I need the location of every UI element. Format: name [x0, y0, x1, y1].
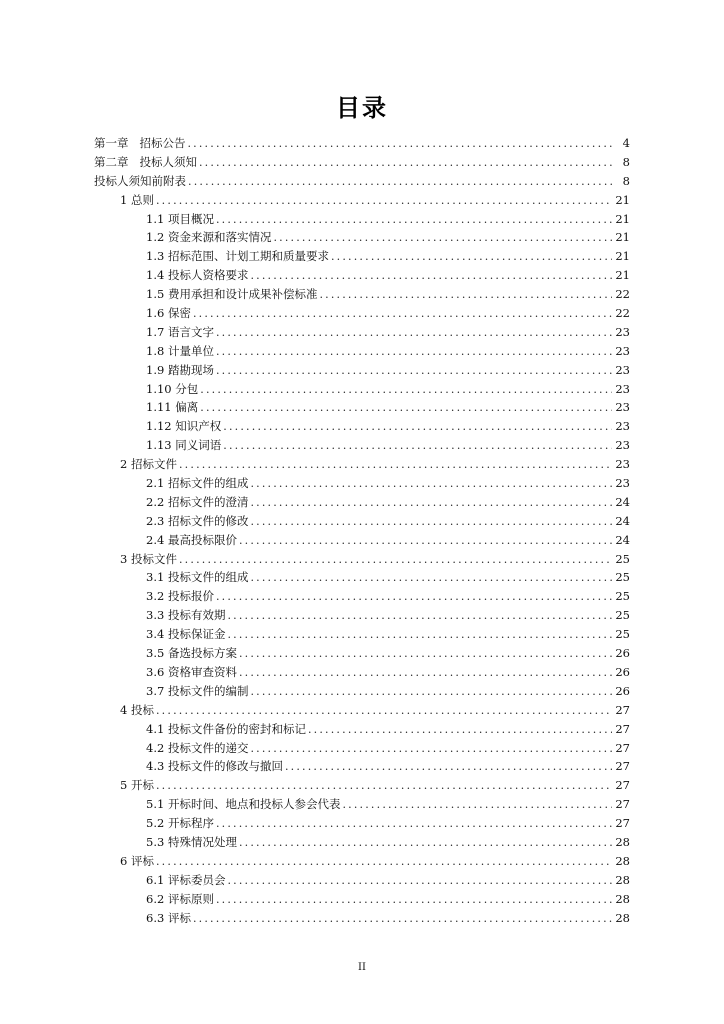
toc-dot-leader — [239, 834, 612, 853]
toc-entry-page-number: 23 — [615, 419, 630, 434]
toc-entry-page-number: 28 — [615, 834, 630, 849]
toc-entry-label: 3.1 投标文件的组成 — [146, 570, 249, 585]
toc-entry-label: 1.4 投标人资格要求 — [146, 268, 249, 283]
toc-entry-page-number: 27 — [615, 702, 630, 717]
toc-entry-label: 4 投标 — [120, 702, 154, 717]
toc-entry-label: 1.10 分包 — [146, 381, 199, 396]
toc-entry-page-number: 8 — [622, 173, 630, 188]
toc-entry[interactable] — [94, 455, 630, 474]
toc-entry-page-number: 23 — [615, 362, 630, 377]
toc-entry-page-number: 23 — [615, 343, 630, 358]
toc-entry-label: 第二章 投标人须知 — [94, 154, 197, 169]
toc-entry-page-number: 21 — [615, 268, 630, 283]
toc-dot-leader — [250, 740, 612, 759]
toc-dot-leader — [223, 418, 612, 437]
toc-entry-page-number: 27 — [615, 740, 630, 755]
toc-dot-leader — [227, 607, 612, 626]
toc-entry-label: 1.9 踏勘现场 — [146, 362, 214, 377]
toc-entry[interactable] — [94, 663, 630, 682]
toc-entry-label: 投标人须知前附表 — [94, 173, 186, 188]
toc-entry[interactable] — [94, 228, 630, 247]
toc-entry-page-number: 27 — [615, 797, 630, 812]
toc-entry-label: 3.4 投标保证金 — [146, 627, 226, 642]
toc-dot-leader — [227, 626, 612, 645]
toc-entry[interactable] — [94, 739, 630, 758]
toc-entry-label: 3.6 资格审查资料 — [146, 664, 237, 679]
toc-dot-leader — [216, 588, 612, 607]
toc-entry-page-number: 25 — [615, 570, 630, 585]
toc-dot-leader — [285, 758, 612, 777]
toc-entry-label: 5.1 开标时间、地点和投标人参会代表 — [146, 797, 341, 812]
toc-dot-leader — [319, 286, 612, 305]
toc-entry[interactable] — [94, 153, 630, 172]
toc-entry-page-number: 23 — [615, 324, 630, 339]
toc-entry[interactable] — [94, 266, 630, 285]
toc-dot-leader — [239, 645, 612, 664]
toc-entry-page-number: 25 — [615, 608, 630, 623]
toc-entry-page-number: 26 — [615, 683, 630, 698]
toc-dot-leader — [179, 551, 612, 570]
toc-entry-label: 5.2 开标程序 — [146, 816, 214, 831]
toc-entry[interactable] — [94, 776, 630, 795]
toc-entry-label: 2 招标文件 — [120, 457, 177, 472]
toc-entry-label: 3.5 备选投标方案 — [146, 646, 237, 661]
toc-dot-leader — [227, 872, 612, 891]
toc-entry-label: 4.1 投标文件备份的密封和标记 — [146, 721, 306, 736]
toc-entry-page-number: 28 — [615, 891, 630, 906]
toc-entry-page-number: 27 — [615, 721, 630, 736]
toc-entry[interactable] — [94, 380, 630, 399]
toc-entry[interactable] — [94, 323, 630, 342]
toc-entry-label: 1.11 偏离 — [146, 400, 199, 415]
toc-entry[interactable] — [94, 644, 630, 663]
toc-entry-page-number: 21 — [615, 211, 630, 226]
toc-entry[interactable] — [94, 361, 630, 380]
toc-entry-label: 3.3 投标有效期 — [146, 608, 226, 623]
toc-dot-leader — [342, 796, 612, 815]
toc-entry-label: 3.2 投标报价 — [146, 589, 214, 604]
toc-dot-leader — [216, 211, 612, 230]
toc-entry[interactable] — [94, 247, 630, 266]
toc-dot-leader — [250, 267, 612, 286]
toc-entry-label: 1.5 费用承担和设计成果补偿标准 — [146, 287, 318, 302]
toc-dot-leader — [193, 305, 612, 324]
toc-entry-label: 1.7 语言文字 — [146, 324, 214, 339]
toc-entry-label: 2.4 最高投标限价 — [146, 532, 237, 547]
toc-entry[interactable] — [94, 285, 630, 304]
toc-dot-leader — [216, 362, 612, 381]
toc-entry[interactable] — [94, 682, 630, 701]
toc-entry-page-number: 24 — [615, 532, 630, 547]
toc-entry[interactable] — [94, 134, 630, 153]
toc-entry[interactable] — [94, 909, 630, 928]
toc-dot-leader — [216, 891, 612, 910]
toc-dot-leader — [187, 135, 612, 154]
page-title: 目录 — [336, 94, 388, 122]
toc-entry-page-number: 27 — [615, 778, 630, 793]
toc-entry-label: 4.2 投标文件的递交 — [146, 740, 249, 755]
toc-entry[interactable] — [94, 833, 630, 852]
toc-entry-label: 2.2 招标文件的澄清 — [146, 494, 249, 509]
toc-dot-leader — [239, 664, 612, 683]
toc-entry[interactable] — [94, 342, 630, 361]
toc-entry-label: 1.12 知识产权 — [146, 419, 222, 434]
toc-entry-page-number: 25 — [615, 589, 630, 604]
table-of-contents — [94, 134, 630, 927]
toc-entry-label: 1.2 资金来源和落实情况 — [146, 230, 272, 245]
toc-entry-label: 1.3 招标范围、计划工期和质量要求 — [146, 249, 329, 264]
toc-entry-page-number: 22 — [615, 287, 630, 302]
toc-entry[interactable] — [94, 531, 630, 550]
toc-dot-leader — [250, 683, 612, 702]
toc-entry-label: 第一章 招标公告 — [94, 136, 186, 150]
toc-dot-leader — [156, 853, 612, 872]
toc-entry-page-number: 27 — [615, 759, 630, 774]
toc-entry[interactable] — [94, 436, 630, 455]
toc-entry[interactable] — [94, 795, 630, 814]
toc-entry-page-number: 22 — [615, 306, 630, 321]
toc-entry[interactable] — [94, 512, 630, 531]
toc-entry-label: 4.3 投标文件的修改与撤回 — [146, 759, 283, 774]
toc-entry-page-number: 23 — [615, 381, 630, 396]
toc-entry-page-number: 28 — [615, 910, 630, 925]
toc-entry[interactable] — [94, 568, 630, 587]
toc-entry-page-number: 28 — [615, 853, 630, 868]
toc-entry-page-number: 26 — [615, 664, 630, 679]
toc-entry-page-number: 23 — [615, 457, 630, 472]
toc-dot-leader — [156, 702, 612, 721]
footer-page-number: II — [358, 962, 366, 973]
toc-dot-leader — [188, 173, 612, 192]
toc-dot-leader — [199, 154, 612, 173]
toc-dot-leader — [200, 399, 612, 418]
toc-entry[interactable] — [94, 852, 630, 871]
toc-dot-leader — [216, 324, 612, 343]
toc-entry-label: 1.1 项目概况 — [146, 211, 214, 226]
toc-entry-label: 6 评标 — [120, 853, 154, 868]
toc-entry-label: 6.3 评标 — [146, 910, 191, 925]
toc-entry-page-number: 21 — [615, 230, 630, 245]
toc-entry-label: 5 开标 — [120, 778, 154, 793]
toc-dot-leader — [250, 475, 612, 494]
toc-entry[interactable] — [94, 625, 630, 644]
toc-entry-label: 3 投标文件 — [120, 551, 177, 566]
toc-dot-leader — [216, 343, 612, 362]
toc-entry-label: 6.2 评标原则 — [146, 891, 214, 906]
toc-dot-leader — [250, 494, 612, 513]
toc-entry-page-number: 24 — [615, 494, 630, 509]
toc-dot-leader — [273, 229, 612, 248]
toc-entry-label: 3.7 投标文件的编制 — [146, 683, 249, 698]
toc-entry[interactable] — [94, 172, 630, 191]
toc-dot-leader — [200, 381, 612, 400]
toc-entry[interactable] — [94, 493, 630, 512]
toc-entry[interactable] — [94, 720, 630, 739]
toc-entry-page-number: 8 — [622, 154, 630, 169]
toc-entry-page-number: 21 — [615, 192, 630, 207]
toc-dot-leader — [156, 192, 612, 211]
toc-entry-label: 1.13 同义词语 — [146, 438, 222, 453]
toc-dot-leader — [239, 532, 612, 551]
toc-entry-label: 5.3 特殊情况处理 — [146, 834, 237, 849]
toc-entry-page-number: 23 — [615, 438, 630, 453]
toc-entry[interactable] — [94, 210, 630, 229]
toc-entry[interactable] — [94, 417, 630, 436]
toc-entry-page-number: 25 — [615, 627, 630, 642]
toc-entry[interactable] — [94, 474, 630, 493]
toc-entry[interactable] — [94, 550, 630, 569]
toc-entry[interactable] — [94, 871, 630, 890]
toc-entry[interactable] — [94, 304, 630, 323]
toc-entry[interactable] — [94, 814, 630, 833]
toc-entry-page-number: 23 — [615, 476, 630, 491]
toc-dot-leader — [193, 910, 612, 929]
toc-entry-page-number: 23 — [615, 400, 630, 415]
toc-entry-label: 2.1 招标文件的组成 — [146, 476, 249, 491]
toc-dot-leader — [216, 815, 612, 834]
toc-entry-page-number: 4 — [622, 136, 630, 150]
toc-dot-leader — [179, 456, 612, 475]
toc-entry-label: 2.3 招标文件的修改 — [146, 513, 249, 528]
toc-entry[interactable] — [94, 890, 630, 909]
toc-dot-leader — [156, 777, 612, 796]
toc-entry-page-number: 27 — [615, 816, 630, 831]
toc-dot-leader — [308, 721, 612, 740]
toc-entry-label: 6.1 评标委员会 — [146, 872, 226, 887]
toc-entry-label: 1.6 保密 — [146, 306, 191, 321]
toc-entry-page-number: 21 — [615, 249, 630, 264]
toc-dot-leader — [250, 513, 612, 532]
toc-entry[interactable] — [94, 398, 630, 417]
toc-dot-leader — [331, 248, 612, 267]
toc-entry[interactable] — [94, 606, 630, 625]
toc-entry[interactable] — [94, 191, 630, 210]
toc-entry-page-number: 26 — [615, 646, 630, 661]
toc-entry-page-number: 28 — [615, 872, 630, 887]
toc-entry[interactable] — [94, 587, 630, 606]
toc-entry-page-number: 25 — [615, 551, 630, 566]
toc-dot-leader — [223, 437, 612, 456]
toc-entry-label: 1.8 计量单位 — [146, 343, 214, 358]
toc-entry-page-number: 24 — [615, 513, 630, 528]
toc-entry[interactable] — [94, 701, 630, 720]
toc-dot-leader — [250, 569, 612, 588]
toc-entry-label: 1 总则 — [120, 192, 154, 207]
toc-entry[interactable] — [94, 757, 630, 776]
